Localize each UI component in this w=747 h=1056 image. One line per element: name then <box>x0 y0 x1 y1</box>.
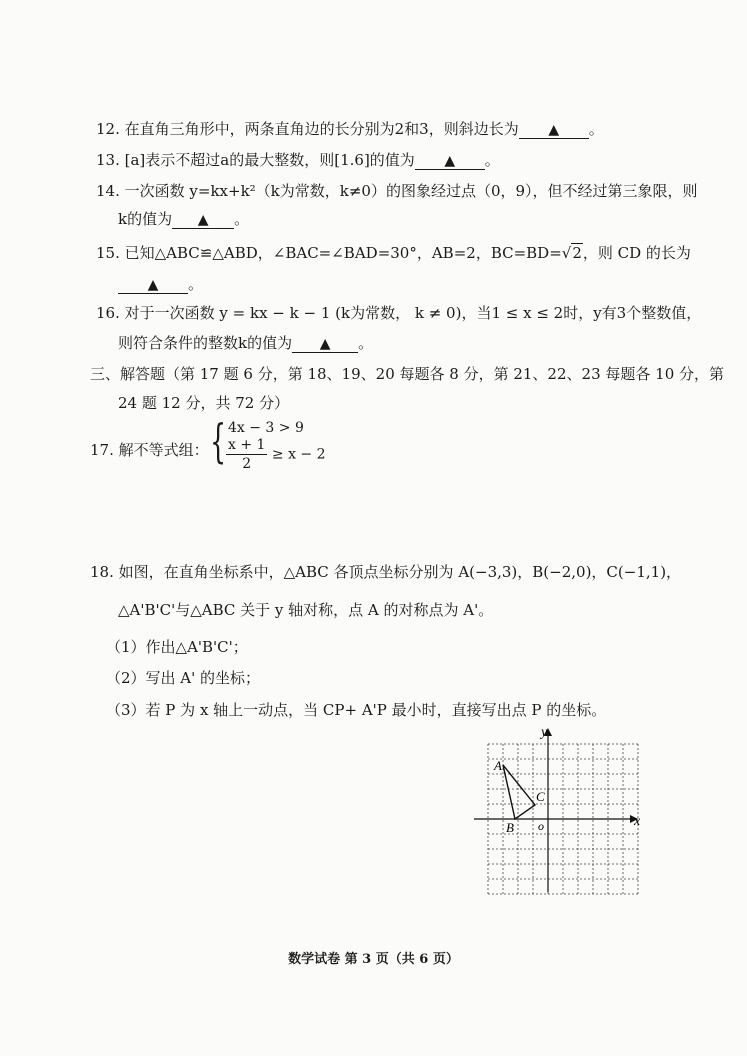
triangle-marker-icon: ▲ <box>147 277 159 293</box>
triangle-marker-icon: ▲ <box>548 122 560 138</box>
triangle-marker-icon: ▲ <box>197 212 209 228</box>
inequality-1: 4x − 3 > 9 <box>228 420 304 436</box>
question-14-line1 <box>96 181 698 201</box>
question-text: 则符合条件的整数k的值为 <box>118 334 293 352</box>
question-number: 16. <box>96 304 120 322</box>
question-text: [a]表示不超过a的最大整数，则[1.6]的值为 <box>124 151 415 169</box>
question-number: 15. <box>96 244 120 262</box>
answer-blank[interactable] <box>415 152 485 170</box>
point-b-label: B <box>506 820 514 835</box>
point-a-label: A <box>494 758 502 773</box>
question-14-line2: k的值为 ▲ 。 <box>118 210 250 228</box>
question-text: 在直角三角形中，两条直角边的长分别为2和3，则斜边长为 <box>124 120 519 138</box>
section-heading: 三、解答题（第 17 题 6 分，第 18、19、20 每题各 8 分，第 21、22、23 每题各 10 分，第 <box>90 365 725 383</box>
page-footer: 数学试卷 第 3 页（共 6 页） <box>288 952 459 967</box>
answer-blank[interactable] <box>118 276 188 294</box>
question-15-line1 <box>96 243 691 263</box>
inequality-2: $\frac{x + 1}{2}$ ≥ x − 2 <box>228 437 326 472</box>
question-text: 如图，在直角坐标系中，△ABC 各顶点坐标分别为 A(−3,3)，B(−2,0)，C(−1,1)， <box>118 563 682 581</box>
coordinate-grid-figure <box>468 722 648 897</box>
question-16-line1 <box>96 303 701 323</box>
question-18-line2 <box>118 600 493 620</box>
sqrt-expression: √2 <box>561 244 582 262</box>
triangle-marker-icon: ▲ <box>319 336 331 352</box>
question-text: 对于一次函数 y = kx − k − 1 (k为常数， k ≠ 0)，当1 ≤ x ≤ 2时，y有3个整数值， <box>124 304 702 322</box>
question-text: k的值为 <box>118 210 173 228</box>
section-heading-line2: 24 题 12 分，共 72 分） <box>118 394 290 412</box>
question-18-part1: （1）作出△A'B'C'； <box>106 638 248 656</box>
question-number: 18. <box>90 563 114 581</box>
question-17 <box>90 440 209 460</box>
question-text: 解不等式组： <box>118 441 209 459</box>
triangle-marker-icon: ▲ <box>444 153 456 169</box>
question-number: 13. <box>96 151 120 169</box>
x-axis-label: x <box>634 814 641 829</box>
answer-blank[interactable] <box>519 121 589 139</box>
question-15-line2: ▲ 。 <box>118 274 203 294</box>
question-text: 一次函数 y=kx+k²（k为常数，k≠0）的图象经过点（0，9），但不经过第三象限，则 <box>124 182 698 200</box>
question-13: 13. [a]表示不超过a的最大整数，则[1.6]的值为 ▲ 。 <box>96 151 500 169</box>
question-text: △A'B'C'与△ABC 关于 y 轴对称，点 A 的对称点为 A'。 <box>118 601 494 619</box>
question-18-part3: （3）若 P 为 x 轴上一动点，当 CP+ A'P 最小时，直接写出点 P 的坐标。 <box>106 701 607 719</box>
question-number: 17. <box>90 441 114 459</box>
origin-label: o <box>538 819 544 833</box>
answer-blank[interactable] <box>292 335 358 353</box>
question-12: 12. 在直角三角形中，两条直角边的长分别为2和3，则斜边长为 ▲ 。 <box>96 120 604 138</box>
question-16-line2: 则符合条件的整数k的值为 ▲ 。 <box>118 334 374 352</box>
triangle-abc <box>503 765 535 819</box>
system-brace: { <box>210 414 227 468</box>
answer-blank[interactable] <box>172 211 234 229</box>
question-number: 14. <box>96 182 120 200</box>
question-text: ，则 CD 的长为 <box>582 244 691 262</box>
question-text: 已知△ABC≌△ABD，∠BAC=∠BAD=30°，AB=2，BC=BD= <box>124 244 562 262</box>
point-c-label: C <box>536 789 545 804</box>
question-18-line1 <box>90 562 681 582</box>
question-number: 12. <box>96 120 120 138</box>
y-axis-label: y <box>541 725 548 740</box>
fraction: $\frac{x + 1}{2}$ <box>228 437 266 472</box>
question-18-part2: （2）写出 A' 的坐标； <box>106 669 261 687</box>
